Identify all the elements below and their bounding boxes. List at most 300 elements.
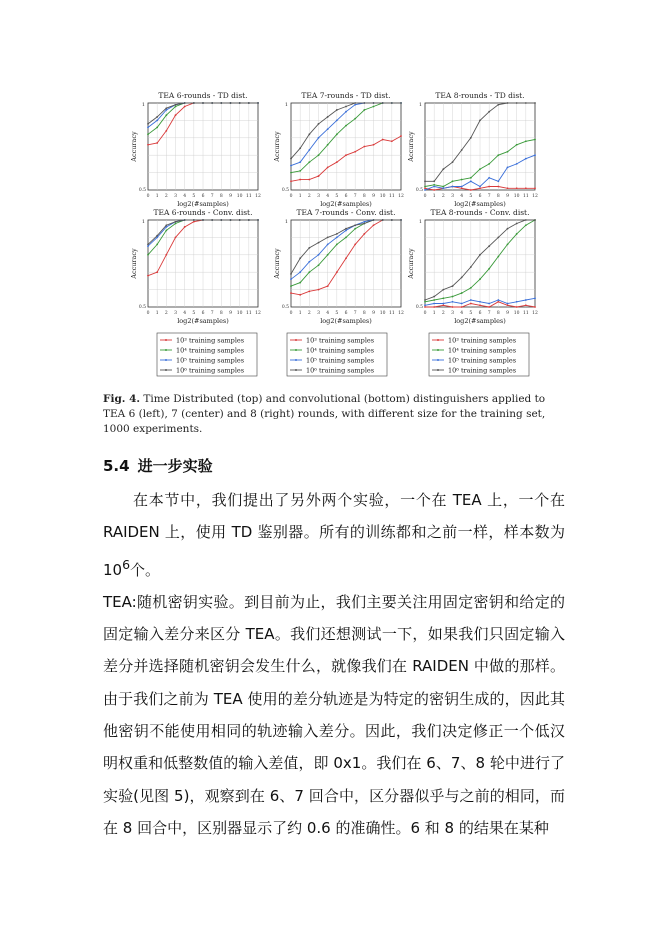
legend-marker (437, 349, 439, 351)
data-point (479, 304, 481, 306)
data-point (336, 237, 338, 239)
data-point (424, 306, 426, 308)
body-text (103, 484, 565, 844)
data-point (354, 224, 356, 226)
x-axis-label: log2(#samples) (454, 317, 506, 325)
legend-marker (295, 339, 297, 341)
data-point (175, 223, 177, 225)
data-point (184, 102, 186, 104)
data-point (507, 102, 509, 104)
data-point (373, 106, 375, 108)
data-point (290, 180, 292, 182)
x-tick-label: 10 (236, 311, 243, 316)
y-axis-label: Accuracy (407, 248, 415, 279)
data-point (461, 292, 463, 294)
data-point (336, 271, 338, 273)
data-point (525, 158, 527, 160)
x-tick-label: 12 (255, 194, 261, 199)
x-tick-label: 3 (174, 194, 177, 199)
x-tick-label: 8 (362, 311, 366, 316)
data-point (461, 186, 463, 188)
chart-title: TEA 6-rounds - TD dist. (158, 91, 248, 100)
data-point (534, 139, 536, 141)
data-point (184, 219, 186, 221)
data-point (336, 120, 338, 122)
data-point (382, 102, 384, 104)
x-tick-label: 11 (522, 311, 529, 316)
data-point (354, 228, 356, 230)
data-point (363, 221, 365, 223)
data-point (461, 187, 463, 189)
data-point (184, 226, 186, 228)
data-point (479, 186, 481, 188)
paragraph-text: 在本节中，我们提出了另外两个实验，一个在 TEA 上，一个在 RAIDEN 上，使用 TD 鉴别器。所有的训练都和之前一样，样本数为10 (103, 491, 565, 579)
x-tick-label: 1 (155, 311, 159, 316)
data-point (239, 102, 241, 104)
data-point (525, 140, 527, 142)
data-point (479, 254, 481, 256)
data-point (452, 186, 454, 188)
data-point (354, 243, 356, 245)
x-tick-label: 7 (210, 194, 214, 199)
data-point (290, 273, 292, 275)
data-point (165, 254, 167, 256)
x-tick-label: 8 (219, 311, 223, 316)
data-point (336, 109, 338, 111)
data-point (497, 256, 499, 258)
x-axis-label: log2(#samples) (454, 200, 506, 208)
data-point (442, 289, 444, 291)
y-tick-label: 1 (141, 102, 145, 108)
data-point (184, 106, 186, 108)
data-point (525, 224, 527, 226)
y-axis-label: Accuracy (407, 131, 415, 162)
data-point (318, 264, 320, 266)
x-tick-label: 6 (344, 311, 348, 316)
data-point (461, 306, 463, 308)
data-point (354, 118, 356, 120)
legend-3 (429, 333, 529, 376)
data-point (507, 304, 509, 306)
legend-marker (437, 339, 439, 341)
x-tick-label: 8 (219, 194, 223, 199)
x-tick-label: 9 (229, 311, 232, 316)
data-point (516, 187, 518, 189)
data-point (525, 187, 527, 189)
data-point (497, 299, 499, 301)
x-axis-label: log2(#samples) (177, 317, 229, 325)
legend-marker (295, 349, 297, 351)
x-tick-label: 2 (307, 311, 311, 316)
data-point (156, 120, 158, 122)
x-tick-label: 2 (441, 194, 445, 199)
data-point (442, 303, 444, 305)
data-point (516, 306, 518, 308)
chart-title: TEA 7-rounds - Conv. dist. (296, 208, 396, 217)
x-tick-label: 0 (423, 194, 427, 199)
x-tick-label: 3 (174, 311, 177, 316)
x-tick-label: 1 (155, 194, 159, 199)
x-tick-label: 4 (460, 311, 464, 316)
data-point (534, 187, 536, 189)
data-point (382, 139, 384, 141)
data-point (248, 219, 250, 221)
chart-title: TEA 8-rounds - TD dist. (435, 91, 525, 100)
x-tick-label: 6 (344, 194, 348, 199)
x-tick-label: 0 (146, 194, 150, 199)
x-tick-label: 0 (289, 311, 293, 316)
data-point (327, 285, 329, 287)
data-point (147, 245, 149, 247)
data-point (470, 266, 472, 268)
data-point (479, 120, 481, 122)
superscript: 6 (122, 556, 131, 572)
x-tick-label: 0 (423, 311, 427, 316)
figure-caption (103, 392, 563, 437)
data-point (220, 219, 222, 221)
x-tick-label: 8 (362, 194, 366, 199)
data-point (382, 219, 384, 221)
paragraph (103, 484, 565, 586)
legend-label: 10⁴ training samples (306, 346, 375, 355)
x-tick-label: 2 (164, 194, 168, 199)
data-point (308, 271, 310, 273)
y-tick-label: 0.5 (415, 305, 423, 310)
data-point (373, 224, 375, 226)
chart-6 (407, 208, 538, 325)
data-point (156, 126, 158, 128)
data-point (497, 237, 499, 239)
legend-label: 10⁴ training samples (448, 346, 517, 355)
y-tick-label: 1 (284, 102, 288, 108)
x-tick-label: 2 (307, 194, 311, 199)
y-axis-label: Accuracy (130, 248, 138, 279)
legend-label: 10³ training samples (306, 336, 375, 345)
caption-label: Fig. 4. (103, 393, 141, 405)
x-tick-label: 6 (201, 194, 205, 199)
data-point (327, 166, 329, 168)
legend-marker (295, 369, 297, 371)
data-point (318, 242, 320, 244)
data-point (479, 278, 481, 280)
legend-marker (165, 339, 167, 341)
data-point (308, 290, 310, 292)
x-axis-label: log2(#samples) (320, 317, 372, 325)
data-point (147, 144, 149, 146)
y-tick-label: 1 (418, 102, 422, 108)
x-tick-label: 5 (335, 311, 339, 316)
data-point (345, 154, 347, 156)
data-point (442, 168, 444, 170)
data-point (534, 154, 536, 156)
legend-label: 10⁵ training samples (176, 356, 245, 365)
data-point (299, 147, 301, 149)
legend-label: 10³ training samples (448, 336, 517, 345)
data-point (202, 102, 204, 104)
data-point (373, 144, 375, 146)
legend-marker (295, 359, 297, 361)
data-point (400, 135, 402, 137)
data-point (497, 180, 499, 182)
data-point (327, 254, 329, 256)
x-tick-label: 9 (372, 311, 375, 316)
x-tick-label: 10 (513, 194, 520, 199)
data-point (336, 161, 338, 163)
data-point (516, 301, 518, 303)
data-point (336, 133, 338, 135)
data-point (147, 275, 149, 277)
data-point (193, 219, 195, 221)
data-point (147, 254, 149, 256)
x-tick-label: 11 (245, 194, 252, 199)
legend-label: 10⁵ training samples (448, 356, 517, 365)
x-tick-label: 3 (451, 194, 454, 199)
data-point (525, 304, 527, 306)
data-point (507, 303, 509, 305)
data-point (230, 219, 232, 221)
data-point (345, 257, 347, 259)
data-point (391, 102, 393, 104)
data-point (156, 142, 158, 144)
x-tick-label: 5 (469, 311, 473, 316)
data-point (400, 219, 402, 221)
data-point (433, 306, 435, 308)
x-tick-label: 3 (317, 194, 320, 199)
data-point (452, 180, 454, 182)
x-tick-label: 4 (183, 194, 187, 199)
data-point (193, 221, 195, 223)
x-axis-label: log2(#samples) (320, 200, 372, 208)
x-tick-label: 7 (353, 311, 357, 316)
data-point (461, 277, 463, 279)
data-point (452, 296, 454, 298)
data-point (257, 102, 259, 104)
x-tick-label: 7 (210, 311, 214, 316)
legend-label: 10⁴ training samples (176, 346, 245, 355)
data-point (290, 278, 292, 280)
data-point (363, 146, 365, 148)
data-point (488, 163, 490, 165)
data-point (290, 158, 292, 160)
y-axis-label: Accuracy (130, 131, 138, 162)
data-point (299, 170, 301, 172)
legend-label: 10³ training samples (176, 336, 245, 345)
y-axis-label: Accuracy (273, 248, 281, 279)
data-point (363, 223, 365, 225)
legend-marker (437, 369, 439, 371)
data-point (175, 237, 177, 239)
data-point (470, 303, 472, 305)
x-tick-label: 5 (469, 194, 473, 199)
chart-title: TEA 7-rounds - TD dist. (301, 91, 391, 100)
y-tick-label: 0.5 (281, 188, 289, 193)
y-tick-label: 0.5 (138, 188, 146, 193)
data-point (470, 137, 472, 139)
data-point (354, 104, 356, 106)
x-tick-label: 0 (289, 194, 293, 199)
data-point (433, 189, 435, 191)
legend-marker (165, 369, 167, 371)
data-point (147, 126, 149, 128)
data-point (336, 243, 338, 245)
data-point (202, 219, 204, 221)
section-heading (103, 455, 221, 476)
x-tick-label: 10 (379, 194, 386, 199)
x-tick-label: 4 (326, 311, 330, 316)
x-tick-label: 7 (487, 194, 491, 199)
data-point (497, 186, 499, 188)
data-point (479, 301, 481, 303)
data-point (470, 287, 472, 289)
x-tick-label: 2 (441, 311, 445, 316)
chart-1 (130, 91, 261, 208)
data-point (147, 133, 149, 135)
data-point (318, 154, 320, 156)
legend-2 (287, 333, 387, 376)
data-point (345, 228, 347, 230)
data-point (165, 107, 167, 109)
data-point (354, 102, 356, 104)
data-point (479, 187, 481, 189)
data-point (433, 296, 435, 298)
data-point (318, 289, 320, 291)
x-tick-label: 1 (432, 311, 436, 316)
x-tick-label: 3 (451, 311, 454, 316)
paragraph-text: 个。 (130, 560, 161, 579)
data-point (299, 294, 301, 296)
data-point (318, 123, 320, 125)
data-point (488, 186, 490, 188)
data-point (290, 172, 292, 174)
data-point (534, 306, 536, 308)
data-point (452, 285, 454, 287)
x-tick-label: 3 (317, 311, 320, 316)
data-point (327, 243, 329, 245)
figure-4 (0, 0, 660, 390)
data-point (363, 109, 365, 111)
data-point (327, 237, 329, 239)
data-point (391, 140, 393, 142)
x-tick-label: 5 (192, 194, 196, 199)
data-point (516, 223, 518, 225)
data-point (516, 144, 518, 146)
x-tick-label: 4 (326, 194, 330, 199)
x-tick-label: 0 (146, 311, 150, 316)
data-point (363, 102, 365, 104)
x-tick-label: 2 (164, 311, 168, 316)
chart-title: TEA 6-rounds - Conv. dist. (153, 208, 253, 217)
data-point (299, 257, 301, 259)
x-tick-label: 4 (183, 311, 187, 316)
x-tick-label: 10 (236, 194, 243, 199)
x-tick-label: 12 (255, 311, 261, 316)
data-point (507, 228, 509, 230)
legend-label: 10⁶ training samples (448, 366, 517, 375)
data-point (507, 243, 509, 245)
caption-text: Time Distributed (top) and convolutional (bottom) distinguishers applied to TEA 6 (left), 7 (center) and 8 (right) rounds, with different size for the training set, 1000 experiments. (103, 393, 546, 435)
legend-label: 10⁶ training samples (176, 366, 245, 375)
data-point (507, 151, 509, 153)
data-point (290, 292, 292, 294)
data-point (497, 154, 499, 156)
data-point (516, 163, 518, 165)
data-point (433, 303, 435, 305)
data-point (497, 301, 499, 303)
data-point (373, 219, 375, 221)
data-point (488, 306, 490, 308)
x-tick-label: 10 (379, 311, 386, 316)
data-point (525, 299, 527, 301)
data-point (461, 179, 463, 181)
x-tick-label: 6 (201, 311, 205, 316)
data-point (211, 102, 213, 104)
y-tick-label: 0.5 (138, 305, 146, 310)
y-tick-label: 1 (141, 219, 145, 225)
data-point (345, 237, 347, 239)
y-axis-label: Accuracy (273, 131, 281, 162)
x-tick-label: 8 (496, 311, 500, 316)
chart-3 (407, 91, 538, 208)
data-point (516, 102, 518, 104)
data-point (424, 304, 426, 306)
y-tick-label: 1 (284, 219, 288, 225)
data-point (308, 161, 310, 163)
x-tick-label: 12 (532, 194, 538, 199)
x-tick-label: 12 (532, 311, 538, 316)
data-point (488, 111, 490, 113)
y-tick-label: 0.5 (415, 188, 423, 193)
data-point (239, 219, 241, 221)
x-tick-label: 10 (513, 311, 520, 316)
data-point (299, 271, 301, 273)
data-point (488, 303, 490, 305)
data-point (534, 219, 536, 221)
data-point (165, 114, 167, 116)
data-point (175, 221, 177, 223)
x-tick-label: 11 (522, 194, 529, 199)
data-point (336, 233, 338, 235)
chart-title: TEA 8-rounds - Conv. dist. (430, 208, 530, 217)
legend-marker (165, 349, 167, 351)
data-point (488, 268, 490, 270)
data-point (318, 254, 320, 256)
x-tick-label: 11 (388, 194, 395, 199)
data-point (461, 303, 463, 305)
x-tick-label: 6 (478, 194, 482, 199)
data-point (433, 184, 435, 186)
data-point (290, 285, 292, 287)
data-point (497, 104, 499, 106)
data-point (461, 149, 463, 151)
data-point (452, 301, 454, 303)
data-point (442, 187, 444, 189)
data-point (433, 299, 435, 301)
x-tick-label: 9 (506, 311, 509, 316)
data-point (165, 230, 167, 232)
x-tick-label: 11 (388, 311, 395, 316)
section-title: 进一步实验 (137, 457, 213, 475)
data-point (424, 301, 426, 303)
data-point (147, 123, 149, 125)
legend-marker (437, 359, 439, 361)
y-tick-label: 1 (418, 219, 422, 225)
data-point (308, 179, 310, 181)
x-tick-label: 11 (245, 311, 252, 316)
data-point (175, 114, 177, 116)
data-point (308, 133, 310, 135)
data-point (318, 175, 320, 177)
data-point (345, 111, 347, 113)
